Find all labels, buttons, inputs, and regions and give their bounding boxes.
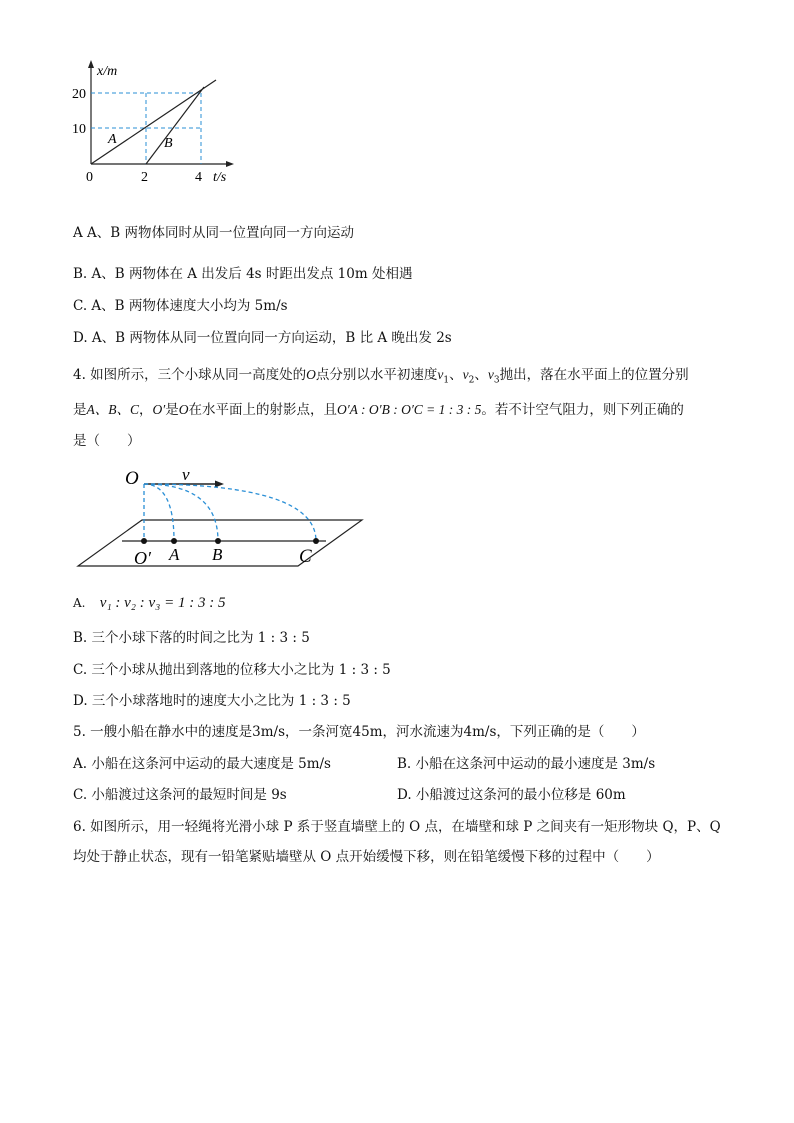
q5-option-c: C. 小船渡过这条河的最短时间是 9s: [73, 787, 287, 803]
line-a: [91, 80, 216, 164]
label-c: C: [299, 546, 312, 567]
graph-x-label: t/s: [213, 170, 227, 185]
label-o-prime: O′: [134, 548, 151, 568]
point-o-prime: [141, 538, 147, 544]
q5-option-b: B. 小船在这条河中运动的最小速度是 3m/s: [397, 756, 656, 772]
point-a: [171, 538, 177, 544]
line-b-label: B: [164, 136, 173, 151]
tick-y-10: 10: [72, 122, 86, 137]
line-b: [146, 87, 204, 164]
q4-stem-line3: 是（ ）: [73, 433, 141, 449]
q4-option-d: D. 三个小球落地时的速度大小之比为 1 : 3 : 5: [73, 693, 351, 709]
q4-text: ，: [139, 402, 153, 418]
q4-o: O: [178, 402, 189, 417]
q3-option-a: A A、B 两物体同时从同一位置向同一方向运动: [73, 225, 355, 241]
q4-v3-sub: 3: [493, 375, 500, 386]
q4-text: 点分别以水平初速度: [315, 367, 438, 383]
label-b: B: [212, 545, 223, 564]
q4-text: 4. 如图所示，三个小球从同一高度处的: [73, 367, 307, 383]
graph-y-label: x/m: [97, 64, 118, 79]
point-c: [313, 538, 319, 544]
q4-stem-line1: [73, 366, 689, 390]
graph-x-arrow: [226, 161, 234, 167]
label-o: O: [125, 468, 139, 489]
trajectory-a: [144, 484, 174, 541]
q3-option-d: D. A、B 两物体从同一位置向同一方向运动，B 比 A 晚出发 2s: [73, 330, 452, 346]
line-a-label: A: [108, 132, 117, 147]
trajectory-c: [144, 484, 316, 541]
q4-text: 抛出，落在水平面上的位置分别: [499, 367, 689, 383]
velocity-arrow-head: [215, 481, 224, 488]
q4-option-a: [73, 594, 226, 612]
q6-stem-line1: 6. 如图所示，用一轻绳将光滑小球 P 系于竖直墙壁上的 O 点，在墙壁和球 P 之间夹有一矩形物块 Q，P、Q: [73, 819, 721, 835]
graph-y-arrow: [88, 60, 94, 68]
q4-option-b: B. 三个小球下落的时间之比为 1 : 3 : 5: [73, 630, 310, 646]
q4-option-c: C. 三个小球从抛出到落地的位移大小之比为 1 : 3 : 5: [73, 662, 391, 678]
q4-option-a-prefix: A.: [73, 596, 86, 610]
q4-text: 在水平面上的射影点，且: [188, 402, 337, 418]
q4-v2-sub: 2: [468, 375, 475, 386]
point-b: [215, 538, 221, 544]
trajectory-b: [144, 484, 218, 541]
tick-y-20: 20: [72, 87, 86, 102]
q4-v3: v: [487, 367, 494, 382]
q4-text: 。若不计空气阻力，则下列正确的: [481, 402, 684, 418]
q4-text: 是: [165, 402, 179, 418]
tick-x-0: 0: [86, 170, 93, 185]
q4-option-a-expr: v₁ : v₂ : v₃ = 1 : 3 : 5: [99, 595, 226, 611]
q5-stem: 5. 一艘小船在静水中的速度是3m/s，一条河宽45m，河水流速为4m/s，下列正确的是（ ）: [73, 724, 645, 740]
q3-option-b: B. A、B 两物体在 A 出发后 4s 时距出发点 10m 处相遇: [73, 266, 413, 282]
label-v: v: [182, 465, 190, 484]
q4-v1-sub: 1: [443, 375, 450, 386]
q6-stem-line2: 均处于静止状态，现有一铅笔紧贴墙壁从 O 点开始缓慢下移，则在铅笔缓慢下移的过程中（ ）: [73, 849, 660, 865]
projectile-diagram: [76, 458, 368, 574]
q4-sep: 、: [474, 367, 488, 383]
q4-ratio-expr: O′A : O′B : O′C = 1 : 3 : 5: [336, 402, 482, 417]
q4-sep: 、: [449, 367, 463, 383]
q4-point-o: O: [306, 367, 316, 382]
q4-text: 是: [73, 402, 87, 418]
q5-option-d: D. 小船渡过这条河的最小位移是 60m: [397, 787, 626, 803]
tick-x-2: 2: [141, 170, 148, 185]
q4-points: A、B、C: [86, 402, 139, 417]
q4-v1: v: [437, 367, 444, 382]
q5-option-a: A. 小船在这条河中运动的最大速度是 5m/s: [73, 756, 331, 772]
xt-graph: [70, 58, 240, 186]
q4-stem-line2: [73, 401, 684, 419]
q4-oprime: O′: [152, 402, 166, 417]
q4-v2: v: [462, 367, 469, 382]
q3-option-c: C. A、B 两物体速度大小均为 5m/s: [73, 298, 288, 314]
tick-x-4: 4: [195, 170, 202, 185]
label-a: A: [169, 545, 180, 564]
